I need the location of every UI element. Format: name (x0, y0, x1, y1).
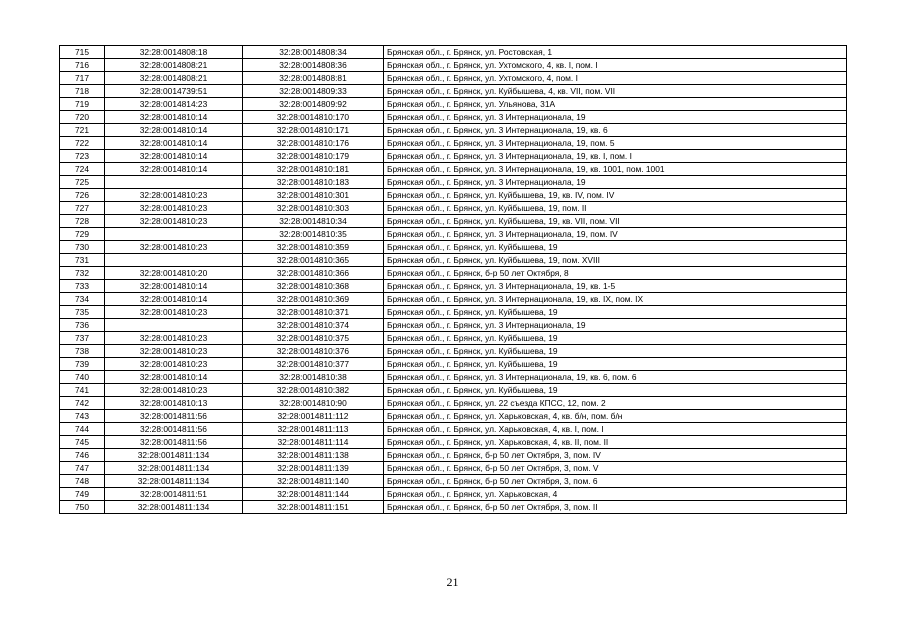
row-number-cell: 730 (60, 241, 105, 254)
object-number-cell: 32:28:0014810:382 (243, 384, 384, 397)
object-number-cell: 32:28:0014810:181 (243, 163, 384, 176)
parcel-number-cell: 32:28:0014811:134 (105, 475, 243, 488)
registry-table-body (60, 46, 847, 514)
address-cell: Брянская обл., г. Брянск, ул. Харьковская, 4, кв. I, пом. I (384, 423, 847, 436)
row-number-cell: 749 (60, 488, 105, 501)
object-number-cell: 32:28:0014809:92 (243, 98, 384, 111)
parcel-number-cell: 32:28:0014810:23 (105, 384, 243, 397)
address-cell: Брянская обл., г. Брянск, ул. Ухтомского, 4, кв. I, пом. I (384, 59, 847, 72)
parcel-number-cell: 32:28:0014811:134 (105, 462, 243, 475)
row-number-cell: 718 (60, 85, 105, 98)
address-cell: Брянская обл., г. Брянск, ул. Куйбышева, 19 (384, 241, 847, 254)
table-row (60, 254, 847, 267)
row-number-cell: 725 (60, 176, 105, 189)
address-cell: Брянская обл., г. Брянск, б-р 50 лет Октября, 3, пом. V (384, 462, 847, 475)
parcel-number-cell: 32:28:0014810:14 (105, 111, 243, 124)
object-number-cell: 32:28:0014811:144 (243, 488, 384, 501)
parcel-number-cell (105, 228, 243, 241)
row-number-cell: 731 (60, 254, 105, 267)
parcel-number-cell: 32:28:0014811:134 (105, 501, 243, 514)
object-number-cell: 32:28:0014810:359 (243, 241, 384, 254)
table-row (60, 85, 847, 98)
table-row (60, 267, 847, 280)
address-cell: Брянская обл., г. Брянск, ул. Куйбышева, 19 (384, 332, 847, 345)
parcel-number-cell: 32:28:0014810:23 (105, 345, 243, 358)
row-number-cell: 716 (60, 59, 105, 72)
parcel-number-cell: 32:28:0014810:20 (105, 267, 243, 280)
parcel-number-cell: 32:28:0014814:23 (105, 98, 243, 111)
row-number-cell: 746 (60, 449, 105, 462)
object-number-cell: 32:28:0014811:151 (243, 501, 384, 514)
row-number-cell: 719 (60, 98, 105, 111)
address-cell: Брянская обл., г. Брянск, ул. 3 Интернационала, 19, кв. IX, пом. IX (384, 293, 847, 306)
row-number-cell: 715 (60, 46, 105, 59)
parcel-number-cell: 32:28:0014810:13 (105, 397, 243, 410)
parcel-number-cell: 32:28:0014810:14 (105, 163, 243, 176)
object-number-cell: 32:28:0014810:365 (243, 254, 384, 267)
row-number-cell: 738 (60, 345, 105, 358)
parcel-number-cell (105, 254, 243, 267)
address-cell: Брянская обл., г. Брянск, ул. 3 Интернационала, 19, кв. 1-5 (384, 280, 847, 293)
parcel-number-cell: 32:28:0014808:18 (105, 46, 243, 59)
row-number-cell: 747 (60, 462, 105, 475)
address-cell: Брянская обл., г. Брянск, ул. Харьковская, 4, кв. II, пом. II (384, 436, 847, 449)
address-cell: Брянская обл., г. Брянск, б-р 50 лет Октября, 3, пом. II (384, 501, 847, 514)
parcel-number-cell: 32:28:0014810:23 (105, 358, 243, 371)
object-number-cell: 32:28:0014811:113 (243, 423, 384, 436)
object-number-cell: 32:28:0014810:303 (243, 202, 384, 215)
row-number-cell: 728 (60, 215, 105, 228)
row-number-cell: 743 (60, 410, 105, 423)
parcel-number-cell: 32:28:0014739:51 (105, 85, 243, 98)
parcel-number-cell: 32:28:0014810:14 (105, 371, 243, 384)
parcel-number-cell: 32:28:0014810:14 (105, 150, 243, 163)
table-row (60, 189, 847, 202)
table-row (60, 358, 847, 371)
row-number-cell: 741 (60, 384, 105, 397)
table-row (60, 241, 847, 254)
address-cell: Брянская обл., г. Брянск, ул. Куйбышева, 19, пом. II (384, 202, 847, 215)
object-number-cell: 32:28:0014810:374 (243, 319, 384, 332)
address-cell: Брянская обл., г. Брянск, ул. 3 Интернационала, 19, пом. IV (384, 228, 847, 241)
table-row (60, 163, 847, 176)
object-number-cell: 32:28:0014811:139 (243, 462, 384, 475)
table-row (60, 111, 847, 124)
table-row (60, 332, 847, 345)
address-cell: Брянская обл., г. Брянск, ул. 22 съезда КПСС, 12, пом. 2 (384, 397, 847, 410)
row-number-cell: 734 (60, 293, 105, 306)
object-number-cell: 32:28:0014810:301 (243, 189, 384, 202)
address-cell: Брянская обл., г. Брянск, б-р 50 лет Октября, 3, пом. IV (384, 449, 847, 462)
object-number-cell: 32:28:0014808:81 (243, 72, 384, 85)
parcel-number-cell (105, 319, 243, 332)
row-number-cell: 723 (60, 150, 105, 163)
parcel-number-cell: 32:28:0014808:21 (105, 59, 243, 72)
table-row (60, 475, 847, 488)
table-row (60, 306, 847, 319)
row-number-cell: 744 (60, 423, 105, 436)
table-row (60, 72, 847, 85)
table-row (60, 423, 847, 436)
object-number-cell: 32:28:0014810:35 (243, 228, 384, 241)
parcel-number-cell: 32:28:0014810:14 (105, 137, 243, 150)
parcel-number-cell: 32:28:0014810:23 (105, 332, 243, 345)
table-row (60, 137, 847, 150)
table-row (60, 501, 847, 514)
row-number-cell: 750 (60, 501, 105, 514)
table-row (60, 410, 847, 423)
address-cell: Брянская обл., г. Брянск, ул. Ухтомского, 4, пом. I (384, 72, 847, 85)
object-number-cell: 32:28:0014811:112 (243, 410, 384, 423)
address-cell: Брянская обл., г. Брянск, ул. Харьковская, 4, кв. б/н, пом. б/н (384, 410, 847, 423)
table-row (60, 384, 847, 397)
row-number-cell: 726 (60, 189, 105, 202)
row-number-cell: 729 (60, 228, 105, 241)
address-cell: Брянская обл., г. Брянск, ул. Куйбышева, 19 (384, 345, 847, 358)
row-number-cell: 717 (60, 72, 105, 85)
parcel-number-cell (105, 176, 243, 189)
object-number-cell: 32:28:0014810:366 (243, 267, 384, 280)
row-number-cell: 739 (60, 358, 105, 371)
parcel-number-cell: 32:28:0014810:23 (105, 202, 243, 215)
address-cell: Брянская обл., г. Брянск, ул. 3 Интернационала, 19 (384, 319, 847, 332)
parcel-number-cell: 32:28:0014811:56 (105, 436, 243, 449)
table-row (60, 345, 847, 358)
table-row (60, 449, 847, 462)
address-cell: Брянская обл., г. Брянск, ул. Харьковская, 4 (384, 488, 847, 501)
parcel-number-cell: 32:28:0014810:23 (105, 189, 243, 202)
address-cell: Брянская обл., г. Брянск, б-р 50 лет Октября, 8 (384, 267, 847, 280)
table-row (60, 488, 847, 501)
object-number-cell: 32:28:0014811:140 (243, 475, 384, 488)
address-cell: Брянская обл., г. Брянск, ул. Куйбышева, 4, кв. VII, пом. VII (384, 85, 847, 98)
table-row (60, 462, 847, 475)
address-cell: Брянская обл., г. Брянск, ул. Куйбышева, 19 (384, 358, 847, 371)
row-number-cell: 727 (60, 202, 105, 215)
object-number-cell: 32:28:0014810:179 (243, 150, 384, 163)
address-cell: Брянская обл., г. Брянск, ул. Ульянова, 31А (384, 98, 847, 111)
table-row (60, 202, 847, 215)
table-row (60, 98, 847, 111)
parcel-number-cell: 32:28:0014811:56 (105, 410, 243, 423)
row-number-cell: 736 (60, 319, 105, 332)
parcel-number-cell: 32:28:0014808:21 (105, 72, 243, 85)
table-row (60, 215, 847, 228)
object-number-cell: 32:28:0014808:34 (243, 46, 384, 59)
row-number-cell: 742 (60, 397, 105, 410)
table-row (60, 124, 847, 137)
object-number-cell: 32:28:0014811:138 (243, 449, 384, 462)
row-number-cell: 722 (60, 137, 105, 150)
table-row (60, 319, 847, 332)
parcel-number-cell: 32:28:0014811:134 (105, 449, 243, 462)
row-number-cell: 724 (60, 163, 105, 176)
table-row (60, 397, 847, 410)
address-cell: Брянская обл., г. Брянск, ул. 3 Интернационала, 19, кв. 1001, пом. 1001 (384, 163, 847, 176)
parcel-number-cell: 32:28:0014810:23 (105, 241, 243, 254)
table-row (60, 46, 847, 59)
address-cell: Брянская обл., г. Брянск, б-р 50 лет Октября, 3, пом. 6 (384, 475, 847, 488)
table-row (60, 293, 847, 306)
object-number-cell: 32:28:0014810:171 (243, 124, 384, 137)
object-number-cell: 32:28:0014810:368 (243, 280, 384, 293)
address-cell: Брянская обл., г. Брянск, ул. Куйбышева, 19, кв. VII, пом. VII (384, 215, 847, 228)
row-number-cell: 732 (60, 267, 105, 280)
row-number-cell: 745 (60, 436, 105, 449)
row-number-cell: 721 (60, 124, 105, 137)
parcel-number-cell: 32:28:0014810:23 (105, 306, 243, 319)
table-row (60, 59, 847, 72)
object-number-cell: 32:28:0014810:376 (243, 345, 384, 358)
row-number-cell: 740 (60, 371, 105, 384)
row-number-cell: 748 (60, 475, 105, 488)
parcel-number-cell: 32:28:0014811:51 (105, 488, 243, 501)
address-cell: Брянская обл., г. Брянск, ул. 3 Интернационала, 19 (384, 176, 847, 189)
row-number-cell: 720 (60, 111, 105, 124)
page-number: 21 (446, 575, 459, 589)
address-cell: Брянская обл., г. Брянск, ул. Ростовская, 1 (384, 46, 847, 59)
object-number-cell: 32:28:0014808:36 (243, 59, 384, 72)
object-number-cell: 32:28:0014810:183 (243, 176, 384, 189)
table-row (60, 436, 847, 449)
parcel-number-cell: 32:28:0014811:56 (105, 423, 243, 436)
object-number-cell: 32:28:0014810:34 (243, 215, 384, 228)
table-row (60, 228, 847, 241)
row-number-cell: 737 (60, 332, 105, 345)
address-cell: Брянская обл., г. Брянск, ул. 3 Интернационала, 19, кв. I, пом. I (384, 150, 847, 163)
table-row (60, 150, 847, 163)
object-number-cell: 32:28:0014810:170 (243, 111, 384, 124)
table-row (60, 371, 847, 384)
object-number-cell: 32:28:0014810:38 (243, 371, 384, 384)
object-number-cell: 32:28:0014811:114 (243, 436, 384, 449)
parcel-number-cell: 32:28:0014810:14 (105, 293, 243, 306)
table-row (60, 280, 847, 293)
address-cell: Брянская обл., г. Брянск, ул. 3 Интернационала, 19, кв. 6 (384, 124, 847, 137)
address-cell: Брянская обл., г. Брянск, ул. Куйбышева, 19, кв. IV, пом. IV (384, 189, 847, 202)
object-number-cell: 32:28:0014810:90 (243, 397, 384, 410)
parcel-number-cell: 32:28:0014810:14 (105, 124, 243, 137)
object-number-cell: 32:28:0014809:33 (243, 85, 384, 98)
address-cell: Брянская обл., г. Брянск, ул. Куйбышева, 19 (384, 384, 847, 397)
registry-table (59, 45, 847, 514)
address-cell: Брянская обл., г. Брянск, ул. 3 Интернационала, 19, пом. 5 (384, 137, 847, 150)
address-cell: Брянская обл., г. Брянск, ул. 3 Интернационала, 19, кв. 6, пом. 6 (384, 371, 847, 384)
object-number-cell: 32:28:0014810:371 (243, 306, 384, 319)
object-number-cell: 32:28:0014810:369 (243, 293, 384, 306)
parcel-number-cell: 32:28:0014810:14 (105, 280, 243, 293)
table-row (60, 176, 847, 189)
parcel-number-cell: 32:28:0014810:23 (105, 215, 243, 228)
object-number-cell: 32:28:0014810:375 (243, 332, 384, 345)
address-cell: Брянская обл., г. Брянск, ул. Куйбышева, 19, пом. XVIII (384, 254, 847, 267)
object-number-cell: 32:28:0014810:377 (243, 358, 384, 371)
address-cell: Брянская обл., г. Брянск, ул. 3 Интернационала, 19 (384, 111, 847, 124)
object-number-cell: 32:28:0014810:176 (243, 137, 384, 150)
row-number-cell: 733 (60, 280, 105, 293)
row-number-cell: 735 (60, 306, 105, 319)
address-cell: Брянская обл., г. Брянск, ул. Куйбышева, 19 (384, 306, 847, 319)
